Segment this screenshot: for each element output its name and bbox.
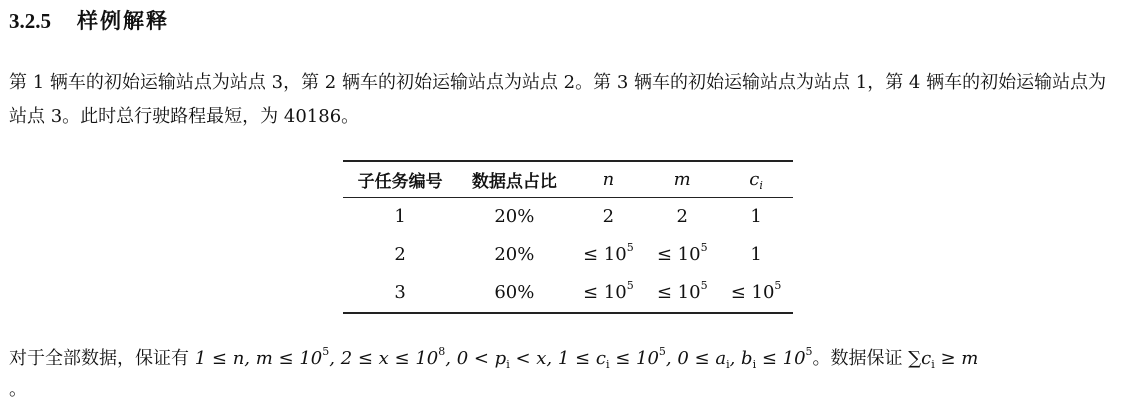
constraint-sub: i xyxy=(506,358,510,371)
cell-c: 1 xyxy=(750,244,762,266)
cell-n xyxy=(571,236,645,275)
constraint-c-bound: ≤ 10 xyxy=(609,348,659,369)
header-subtask: 子任务编号 xyxy=(357,171,443,192)
constraint-sub: i xyxy=(605,358,610,371)
cell-n: 2 xyxy=(602,206,615,227)
cell-ratio: 20% xyxy=(494,206,535,227)
constraint-tail: 。 xyxy=(9,379,27,400)
constraint-exp: 5 xyxy=(805,345,813,358)
cell-ratio: 60% xyxy=(494,282,535,304)
cell-m: 2 xyxy=(676,206,688,227)
header-c-base: c xyxy=(749,168,760,190)
constraint-x-range: , 2 ≤ x ≤ 10 xyxy=(329,348,439,369)
constraint-ab-bound: ≤ 10 xyxy=(756,348,806,369)
subtask-table-wrapper xyxy=(343,160,793,314)
cell-c-base: ≤ 10 xyxy=(730,282,775,304)
table-row xyxy=(343,274,793,313)
cell-m-base: ≤ 10 xyxy=(656,244,701,266)
cell-subtask: 1 xyxy=(394,206,406,227)
cell-m-base: ≤ 10 xyxy=(656,282,701,304)
cell-m-exp: 5 xyxy=(700,241,708,255)
subtask-table xyxy=(343,160,793,314)
section-heading xyxy=(9,6,169,36)
explanation-paragraph: 第 1 辆车的初始运输站点为站点 3，第 2 辆车的初始运输站点为站点 2。第 3 辆车的初始运输站点为站点 1，第 4 辆车的初始运输站点为站点 3。此时总行驶路程最短，为 40186。 xyxy=(9,72,1107,127)
constraint-sub: i xyxy=(931,358,935,371)
constraint-period: 。 xyxy=(812,348,831,369)
header-n: n xyxy=(602,168,615,190)
constraint-exp: 8 xyxy=(438,345,446,358)
header-c xyxy=(719,161,793,197)
constraint-nm-range: 1 ≤ n, m ≤ 10 xyxy=(194,348,323,369)
constraint-c-range: < x, 1 ≤ c xyxy=(509,348,606,369)
constraint-exp: 5 xyxy=(322,345,330,358)
sum-relation: ≥ m xyxy=(934,348,979,369)
table-row xyxy=(343,236,793,275)
cell-n-exp: 5 xyxy=(626,241,634,255)
constraint-sub: i xyxy=(726,358,730,371)
constraint-a-range: , 0 ≤ a xyxy=(665,348,727,369)
cell-ratio: 20% xyxy=(494,244,535,266)
cell-n-base: ≤ 10 xyxy=(583,244,627,266)
constraint-exp: 5 xyxy=(658,345,666,358)
table-row xyxy=(343,197,793,236)
cell-subtask: 3 xyxy=(394,282,406,304)
cell-subtask: 2 xyxy=(394,244,406,266)
constraint-line xyxy=(9,344,1119,374)
section-title: 样例解释 xyxy=(77,8,169,33)
cell-m xyxy=(645,274,719,313)
constraint-sub: i xyxy=(752,358,757,371)
cell-c xyxy=(719,274,793,313)
header-m: m xyxy=(673,168,691,190)
cell-n-exp: 5 xyxy=(626,279,634,293)
cell-n-base: ≤ 10 xyxy=(583,282,627,304)
cell-m-exp: 5 xyxy=(700,279,708,293)
sum-symbol: ∑ xyxy=(908,348,922,369)
cell-n xyxy=(571,274,645,313)
sum-term: c xyxy=(921,348,932,369)
cell-m xyxy=(645,236,719,275)
constraint-lead: 对于全部数据，保证有 xyxy=(9,348,195,369)
section-number: 3.2.5 xyxy=(9,9,51,33)
cell-c-exp: 5 xyxy=(774,279,782,293)
constraint-b-range: , b xyxy=(729,348,753,369)
header-c-sub: i xyxy=(759,178,763,192)
constraint-guarantee: 数据保证 xyxy=(830,348,909,369)
table-header-row xyxy=(343,161,793,197)
constraint-p-range: , 0 < p xyxy=(445,348,507,369)
cell-c: 1 xyxy=(750,206,762,227)
header-ratio: 数据点占比 xyxy=(471,171,557,192)
